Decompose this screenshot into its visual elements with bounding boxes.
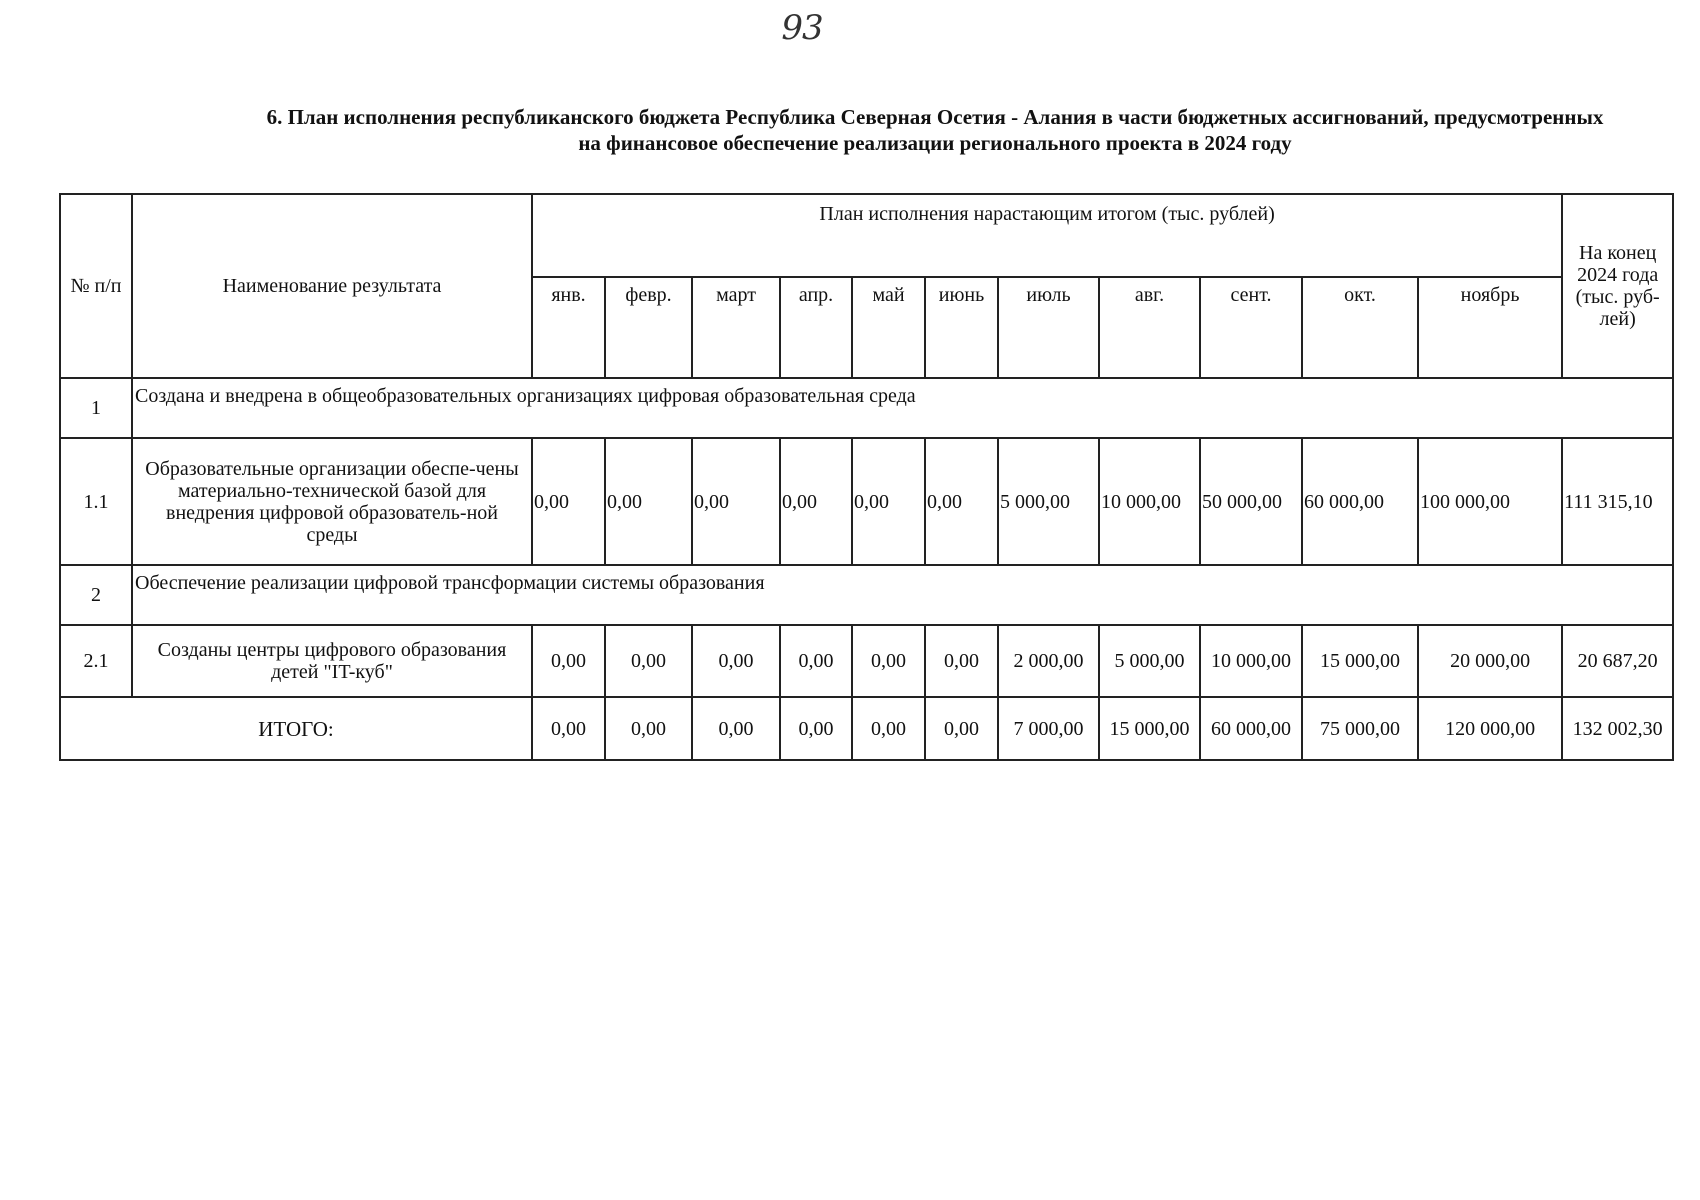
header-num: № п/п (60, 194, 132, 378)
header-name: Наименование результата (132, 194, 532, 378)
header-plan: План исполнения нарастающим итогом (тыс. рублей) (532, 194, 1562, 277)
month-value: 50 000,00 (1200, 438, 1302, 565)
title-line-1: 6. План исполнения республиканского бюджета Республика Северная Осетия - Алания в части бюджетных ассигнований, предусмотренных (266, 105, 1604, 129)
header-month: июнь (925, 277, 998, 378)
month-value: 0,00 (925, 438, 998, 565)
total-value: 7 000,00 (998, 697, 1099, 760)
table-row (60, 438, 1673, 565)
month-value: 2 000,00 (998, 625, 1099, 697)
section-title: Обеспечение реализации цифровой трансформации системы образования (132, 565, 1673, 625)
month-value: 5 000,00 (1099, 625, 1200, 697)
header-month: авг. (1099, 277, 1200, 378)
month-value: 5 000,00 (998, 438, 1099, 565)
row-number: 2.1 (60, 625, 132, 697)
month-value: 0,00 (532, 625, 605, 697)
month-value: 0,00 (532, 438, 605, 565)
month-value: 0,00 (852, 438, 925, 565)
section-row (60, 378, 1673, 438)
total-value: 0,00 (925, 697, 998, 760)
month-value: 0,00 (692, 625, 780, 697)
header-month: янв. (532, 277, 605, 378)
total-value: 0,00 (780, 697, 852, 760)
header-end-of-year: На конец 2024 года (тыс. руб-лей) (1562, 194, 1673, 378)
header-month: май (852, 277, 925, 378)
result-name: Образовательные организации обеспе-чены материально-технической базой для внедрения цифровой образователь-ной среды (132, 438, 532, 565)
total-value: 0,00 (852, 697, 925, 760)
month-value: 0,00 (692, 438, 780, 565)
month-value: 0,00 (780, 438, 852, 565)
total-value: 15 000,00 (1099, 697, 1200, 760)
total-value: 75 000,00 (1302, 697, 1418, 760)
row-number: 1.1 (60, 438, 132, 565)
header-month: окт. (1302, 277, 1418, 378)
month-value: 100 000,00 (1418, 438, 1562, 565)
month-value: 0,00 (780, 625, 852, 697)
section-number: 1 (60, 378, 132, 438)
header-month: ноябрь (1418, 277, 1562, 378)
table-row (60, 625, 1673, 697)
header-month: сент. (1200, 277, 1302, 378)
total-value: 0,00 (605, 697, 692, 760)
month-value: 15 000,00 (1302, 625, 1418, 697)
total-value: 120 000,00 (1418, 697, 1562, 760)
total-value: 0,00 (532, 697, 605, 760)
total-end-of-year-value: 132 002,30 (1562, 697, 1673, 760)
header-month: апр. (780, 277, 852, 378)
title-line-2: на финансовое обеспечение реализации регионального проекта в 2024 году (578, 131, 1292, 155)
budget-plan-table (59, 193, 1674, 761)
result-name: Созданы центры цифрового образования детей "IT-куб" (132, 625, 532, 697)
month-value: 0,00 (925, 625, 998, 697)
month-value: 10 000,00 (1099, 438, 1200, 565)
section-row (60, 565, 1673, 625)
month-value: 0,00 (605, 438, 692, 565)
section-number: 2 (60, 565, 132, 625)
total-value: 60 000,00 (1200, 697, 1302, 760)
total-value: 0,00 (692, 697, 780, 760)
total-label: ИТОГО: (60, 697, 532, 760)
month-value: 0,00 (605, 625, 692, 697)
section-title: Создана и внедрена в общеобразовательных организациях цифровая образовательная среда (132, 378, 1673, 438)
document-title (200, 104, 1670, 156)
header-month: июль (998, 277, 1099, 378)
header-month: март (692, 277, 780, 378)
end-of-year-value: 111 315,10 (1562, 438, 1673, 565)
header-month: февр. (605, 277, 692, 378)
month-value: 20 000,00 (1418, 625, 1562, 697)
header-row-1 (60, 194, 1673, 277)
month-value: 0,00 (852, 625, 925, 697)
month-value: 60 000,00 (1302, 438, 1418, 565)
total-row (60, 697, 1673, 760)
page-number: 93 (781, 8, 823, 48)
month-value: 10 000,00 (1200, 625, 1302, 697)
end-of-year-value: 20 687,20 (1562, 625, 1673, 697)
